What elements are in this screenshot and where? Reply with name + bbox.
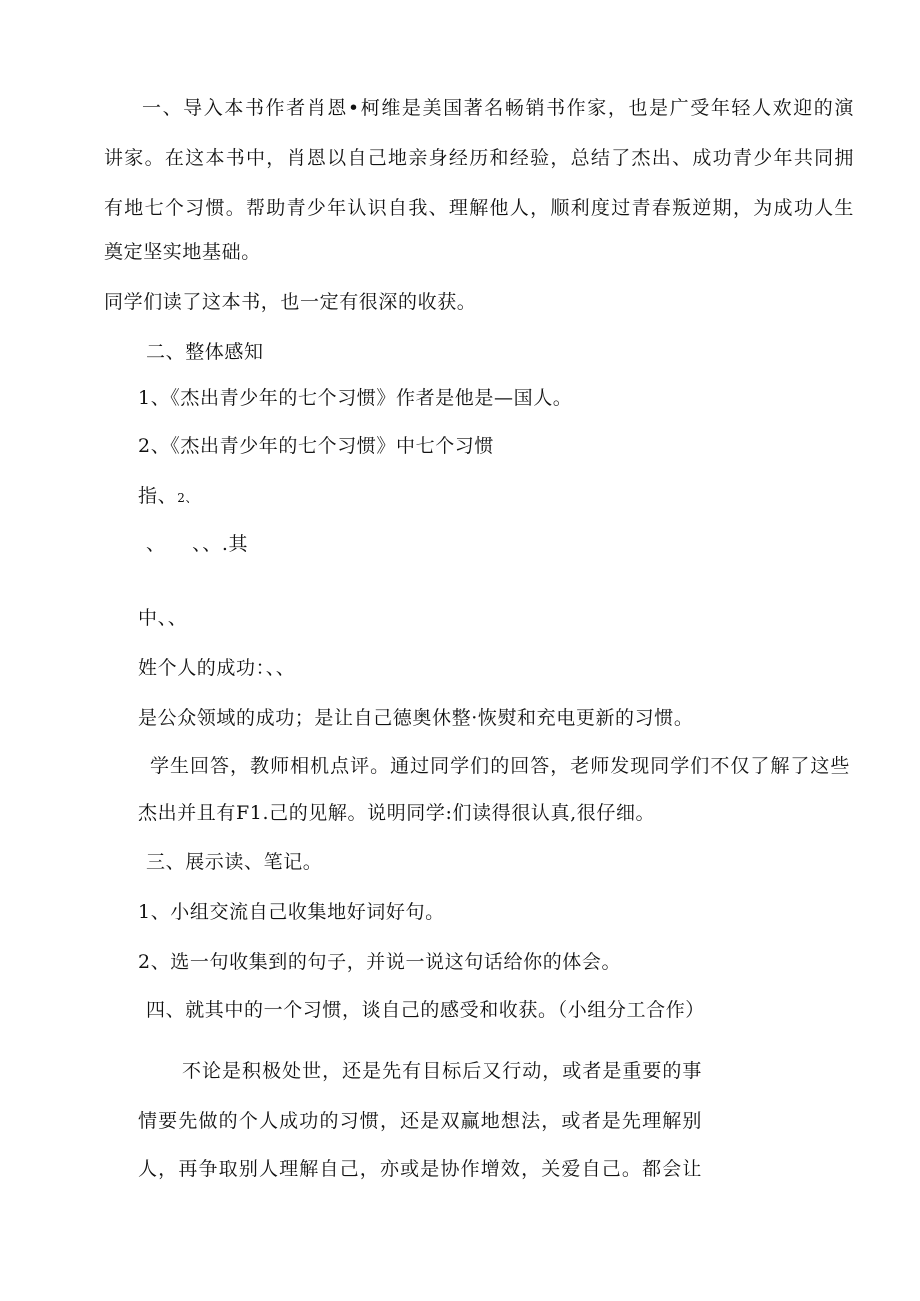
section-4-para-line-2: 情要先做的个人成功的习惯，还是双赢地想法，或者是先理解别 <box>138 1110 702 1132</box>
answer-line-1: 学生回答，教师相机点评。通过同学们的回答，老师发现同学们不仅了解了这些 <box>150 755 850 777</box>
intro-line-4: 奠定坚实地基础。 <box>104 241 261 263</box>
intro-line-2: 讲家。在这本书中，肖恩以自己地亲身经历和经验，总结了杰出、成功青少年共同拥 <box>104 147 854 169</box>
section-3-heading: 三、展示读、笔记。 <box>146 851 323 873</box>
answer-line-2: 杰出并且有F1.己的见解。说明同学:们读得很认真,很仔细。 <box>138 802 656 824</box>
intro-line-1: 一、导入本书作者肖恩•柯维是美国著名畅销书作家，也是广受年轻人欢迎的演 <box>142 97 854 119</box>
habits-line-qi: 、 、、.其 <box>146 533 249 555</box>
section-4-para-line-1: 不论是积极处世，还是先有目标后又行动，或者是重要的事 <box>182 1060 702 1082</box>
habits-zhi-small: 2、 <box>177 491 199 505</box>
section-4-heading: 四、就其中的一个习惯，谈自己的感受和收获。（小组分工合作） <box>146 999 705 1021</box>
habits-line-xing: 姓个人的成功：、、 <box>138 657 296 679</box>
habits-line-gongzhong: 是公众领域的成功；是让自己德奥休整·恢熨和充电更新的习惯。 <box>138 707 694 729</box>
section-2-heading: 二、整体感知 <box>146 341 264 363</box>
section-2-item-1: 1、《杰出青少年的七个习惯》作者是他是—国人。 <box>138 387 573 409</box>
section-2-item-2: 2、《杰出青少年的七个习惯》中七个习惯 <box>138 435 494 457</box>
intro-line-5: 同学们读了这本书，也一定有很深的收获。 <box>104 291 477 313</box>
habits-line-zhong: 中、、 <box>138 607 188 629</box>
intro-line-3: 有地七个习惯。帮助青少年认识自我、理解他人，顺利度过青春叛逆期，为成功人生 <box>104 197 854 219</box>
habits-line-zhi <box>138 483 198 511</box>
section-3-item-1: 1、小组交流自己收集地好词好句。 <box>138 901 445 923</box>
habits-zhi-text: 指、 <box>138 485 178 507</box>
section-3-item-2: 2、选一句收集到的句子，并说一说这句话给你的体会。 <box>138 951 622 973</box>
section-4-para-line-3: 人，再争取别人理解自己，亦或是协作增效，关爱自己。都会让 <box>138 1158 702 1180</box>
